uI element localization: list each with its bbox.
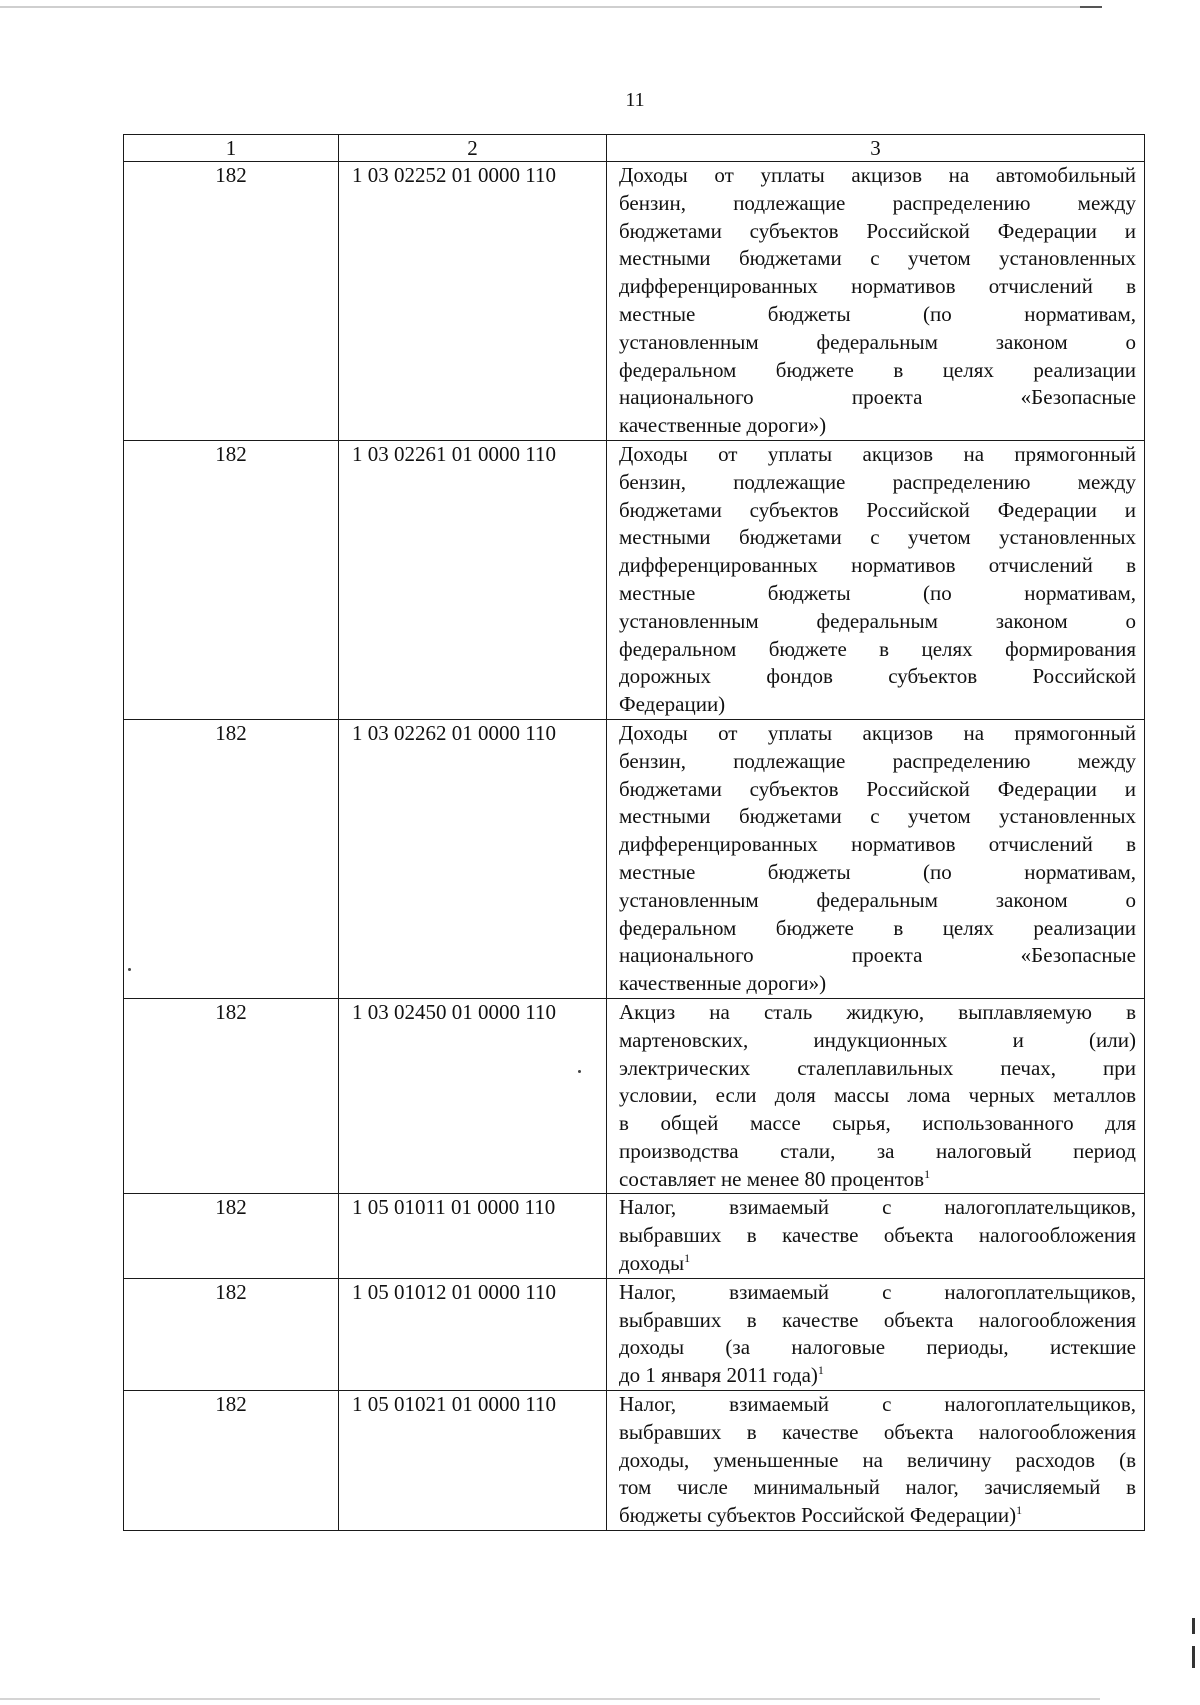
description-line	[619, 357, 1136, 385]
description-line	[619, 384, 1136, 412]
revenue-description-cell	[607, 162, 1145, 441]
description-line-text: Налог, взимаемый с налогоплательщиков,	[619, 1195, 1136, 1220]
revenue-codes-table	[123, 134, 1145, 1531]
admin-code-cell: 182	[124, 1391, 339, 1531]
description-line	[619, 636, 1136, 664]
description-line	[619, 942, 1136, 970]
description-line-text: национального проекта «Безопасные	[619, 943, 1136, 968]
description-line	[619, 1166, 1136, 1194]
description-line	[619, 1391, 1136, 1419]
description-line-text: выбравших в качестве объекта налогообложения	[619, 1307, 1136, 1332]
table-row	[124, 162, 1145, 441]
description-line-text: местными бюджетами с учетом установленных	[619, 246, 1136, 271]
description-line-text: Доходы от уплаты акцизов на прямогонный	[619, 720, 1136, 745]
description-line-text: в общей массе сырья, использованного для	[619, 1111, 1136, 1136]
budget-classification-code-cell: 1 03 02252 01 0000 110	[339, 162, 607, 441]
description-line	[619, 1307, 1136, 1335]
table-row	[124, 1278, 1145, 1390]
description-line-text: Акциз на сталь жидкую, выплавляемую в	[619, 999, 1136, 1024]
description-line-text: бюджетами субъектов Российской Федерации и	[619, 218, 1136, 243]
description-line	[619, 1502, 1136, 1530]
header-col-3: 3	[607, 135, 1145, 162]
revenue-description-cell	[607, 1391, 1145, 1531]
description-line	[619, 552, 1136, 580]
description-line-text: дорожных фондов субъектов Российской	[619, 664, 1136, 689]
table-row	[124, 1391, 1145, 1531]
description-line	[619, 831, 1136, 859]
description-line	[619, 720, 1136, 748]
description-line-text: федеральном бюджете в целях реализации	[619, 915, 1136, 940]
description-line-text: местные бюджеты (по нормативам,	[619, 859, 1136, 884]
description-line	[619, 663, 1136, 691]
description-line	[619, 497, 1136, 525]
footnote-marker: 1	[817, 1363, 824, 1378]
description-line	[619, 887, 1136, 915]
description-line	[619, 803, 1136, 831]
budget-classification-code-cell: 1 05 01012 01 0000 110	[339, 1278, 607, 1390]
description-line-text: условии, если доля массы лома черных металлов	[619, 1083, 1136, 1108]
description-line	[619, 608, 1136, 636]
description-line	[619, 190, 1136, 218]
description-line	[619, 1250, 1136, 1278]
description-line	[619, 915, 1136, 943]
description-line-text: бензин, подлежащие распределению между	[619, 748, 1136, 773]
budget-classification-code-cell: 1 03 02261 01 0000 110	[339, 440, 607, 719]
scan-edge-top	[0, 6, 1100, 8]
page-number: 11	[625, 89, 645, 111]
description-line	[619, 412, 1136, 440]
description-line	[619, 162, 1136, 190]
description-line-text: установленным федеральным законом о	[619, 887, 1136, 912]
description-line	[619, 1362, 1136, 1390]
description-line-text: Федерации)	[619, 692, 726, 717]
description-line-text: доходы, уменьшенные на величину расходов (в	[619, 1447, 1136, 1472]
header-col-2: 2	[339, 135, 607, 162]
description-line	[619, 1222, 1136, 1250]
description-line	[619, 580, 1136, 608]
description-line-text: дифференцированных нормативов отчислений в	[619, 832, 1136, 857]
description-line	[619, 301, 1136, 329]
scan-mark	[1192, 1618, 1195, 1634]
description-line	[619, 441, 1136, 469]
description-line-text: местные бюджеты (по нормативам,	[619, 301, 1136, 326]
admin-code-cell: 182	[124, 162, 339, 441]
description-line-text: Налог, взимаемый с налогоплательщиков,	[619, 1392, 1136, 1417]
description-line	[619, 859, 1136, 887]
admin-code-cell: 182	[124, 1278, 339, 1390]
description-line-text: доходы	[619, 1251, 685, 1276]
table-header-row	[124, 135, 1145, 162]
description-line-text: местными бюджетами с учетом установленных	[619, 804, 1136, 829]
description-line	[619, 329, 1136, 357]
description-line	[619, 1027, 1136, 1055]
description-line	[619, 1138, 1136, 1166]
revenue-description-cell	[607, 440, 1145, 719]
admin-code-cell: 182	[124, 1194, 339, 1278]
description-line-text: установленным федеральным законом о	[619, 608, 1136, 633]
description-line-text: местными бюджетами с учетом установленных	[619, 525, 1136, 550]
description-line-text: электрических сталеплавильных печах, при	[619, 1055, 1136, 1080]
scan-mark	[1192, 1646, 1195, 1668]
description-line-text: Доходы от уплаты акцизов на прямогонный	[619, 441, 1136, 466]
table-row	[124, 719, 1145, 998]
description-line-text: выбравших в качестве объекта налогообложения	[619, 1419, 1136, 1444]
description-line-text: федеральном бюджете в целях формирования	[619, 636, 1136, 661]
budget-classification-code-cell: 1 05 01011 01 0000 110	[339, 1194, 607, 1278]
description-line-text: бензин, подлежащие распределению между	[619, 190, 1136, 215]
table-row	[124, 1194, 1145, 1278]
footnote-marker: 1	[924, 1166, 931, 1181]
description-line	[619, 1279, 1136, 1307]
budget-classification-code-cell: 1 03 02450 01 0000 110	[339, 998, 607, 1194]
description-line	[619, 1474, 1136, 1502]
revenue-description-cell	[607, 1278, 1145, 1390]
budget-classification-code-cell: 1 03 02262 01 0000 110	[339, 719, 607, 998]
description-line	[619, 1419, 1136, 1447]
description-line-text: бюджетами субъектов Российской Федерации и	[619, 776, 1136, 801]
description-line	[619, 218, 1136, 246]
description-line-text: том числе минимальный налог, зачисляемый в	[619, 1475, 1136, 1500]
description-line	[619, 524, 1136, 552]
budget-classification-code-cell: 1 05 01021 01 0000 110	[339, 1391, 607, 1531]
admin-code-cell: 182	[124, 440, 339, 719]
scan-mark	[1080, 6, 1102, 8]
revenue-description-cell	[607, 1194, 1145, 1278]
description-line-text: дифференцированных нормативов отчислений в	[619, 553, 1136, 578]
description-line-text: мартеновских, индукционных и (или)	[619, 1027, 1136, 1052]
description-line-text: федеральном бюджете в целях реализации	[619, 357, 1136, 382]
description-line	[619, 776, 1136, 804]
description-line-text: до 1 января 2011 года)	[619, 1363, 818, 1388]
table-row	[124, 440, 1145, 719]
description-line-text: качественные дороги»)	[619, 413, 827, 438]
description-line	[619, 1447, 1136, 1475]
description-line	[619, 1334, 1136, 1362]
description-line	[619, 748, 1136, 776]
description-line	[619, 469, 1136, 497]
description-line-text: бюджетами субъектов Российской Федерации и	[619, 497, 1136, 522]
description-line-text: национального проекта «Безопасные	[619, 385, 1136, 410]
description-line-text: качественные дороги»)	[619, 971, 827, 996]
description-line	[619, 273, 1136, 301]
description-line-text: бензин, подлежащие распределению между	[619, 469, 1136, 494]
table-body	[124, 162, 1145, 1531]
description-line-text: местные бюджеты (по нормативам,	[619, 580, 1136, 605]
description-line	[619, 1110, 1136, 1138]
description-line-text: установленным федеральным законом о	[619, 329, 1136, 354]
description-line-text: доходы (за налоговые периоды, истекшие	[619, 1335, 1136, 1360]
description-line	[619, 245, 1136, 273]
description-line-text: производства стали, за налоговый период	[619, 1138, 1136, 1163]
header-col-1: 1	[124, 135, 339, 162]
admin-code-cell: 182	[124, 719, 339, 998]
description-line-text: Налог, взимаемый с налогоплательщиков,	[619, 1279, 1136, 1304]
description-line	[619, 1055, 1136, 1083]
description-line-text: дифференцированных нормативов отчислений в	[619, 274, 1136, 299]
description-line-text: бюджеты субъектов Российской Федерации)	[619, 1503, 1017, 1528]
description-line	[619, 1194, 1136, 1222]
description-line	[619, 691, 1136, 719]
description-line	[619, 999, 1136, 1027]
revenue-description-cell	[607, 998, 1145, 1194]
description-line-text: Доходы от уплаты акцизов на автомобильный	[619, 163, 1136, 187]
footnote-marker: 1	[684, 1251, 691, 1266]
description-line-text: выбравших в качестве объекта налогообложения	[619, 1223, 1136, 1248]
admin-code-cell: 182	[124, 998, 339, 1194]
scan-edge-bottom	[0, 1698, 1100, 1700]
table-row	[124, 998, 1145, 1194]
description-line	[619, 1082, 1136, 1110]
footnote-marker: 1	[1016, 1503, 1023, 1518]
description-line-text: составляет не менее 80 процентов	[619, 1166, 925, 1191]
revenue-description-cell	[607, 719, 1145, 998]
description-line	[619, 970, 1136, 998]
